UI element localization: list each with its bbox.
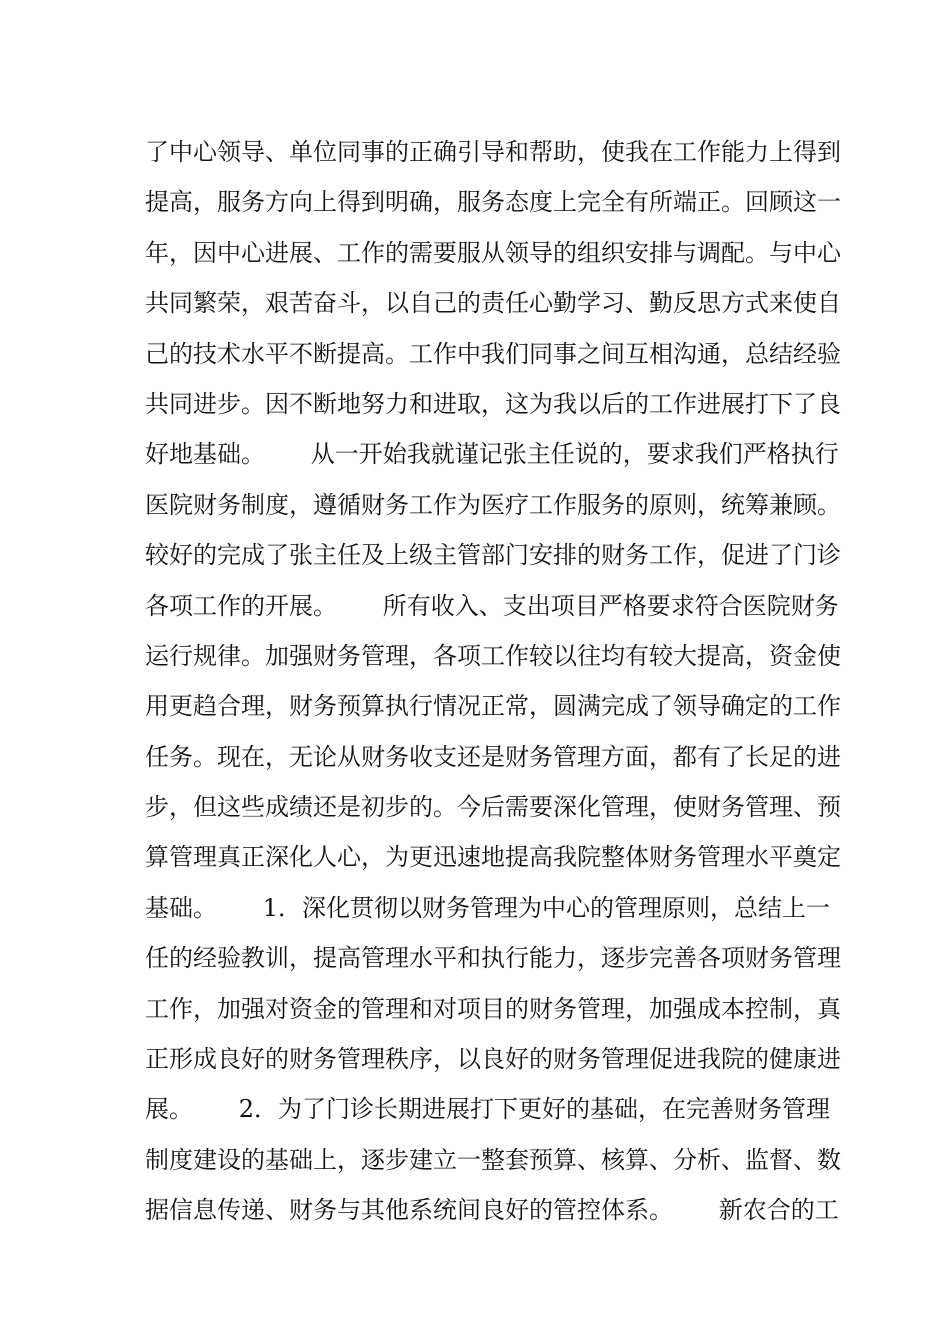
text-line: 运行规律。加强财务管理，各项工作较以往均有较大提高，资金使 bbox=[145, 641, 841, 670]
text-line: 算管理真正深化人心，为更迅速地提高我院整体财务管理水平奠定 bbox=[145, 843, 841, 872]
text-line: 正形成良好的财务管理秩序，以良好的财务管理促进我院的健康进 bbox=[145, 1045, 841, 1074]
text-line: 据信息传递、财务与其他系统间良好的管控体系。 新农合的工 bbox=[145, 1196, 839, 1225]
text-line: 了中心领导、单位同事的正确引导和帮助，使我在工作能力上得到 bbox=[145, 138, 841, 166]
text-line: 工作，加强对资金的管理和对项目的财务管理，加强成本控制，真 bbox=[145, 994, 841, 1023]
text-line: 步，但这些成绩还是初步的。今后需要深化管理，使财务管理、预 bbox=[145, 793, 841, 822]
text-line: 好地基础。 从一开始我就谨记张主任说的，要求我们严格执行 bbox=[145, 440, 839, 469]
text-line: 用更趋合理，财务预算执行情况正常，圆满完成了领导确定的工作 bbox=[145, 692, 841, 721]
text-line: 共同进步。因不断地努力和进取，这为我以后的工作进展打下了良 bbox=[145, 389, 841, 418]
text-line: 任的经验教训，提高管理水平和执行能力，逐步完善各项财务管理 bbox=[145, 944, 841, 973]
body-text bbox=[145, 127, 841, 1236]
text-line: 医院财务制度，遵循财务工作为医疗工作服务的原则，统筹兼顾。 bbox=[145, 490, 841, 519]
text-line: 共同繁荣，艰苦奋斗，以自己的责任心勤学习、勤反思方式来使自 bbox=[145, 289, 841, 318]
text-line: 提高，服务方向上得到明确，服务态度上完全有所端正。回顾这一 bbox=[145, 188, 841, 217]
text-line: 年，因中心进展、工作的需要服从领导的组织安排与调配。与中心 bbox=[145, 238, 841, 267]
text-line: 各项工作的开展。 所有收入、支出项目严格要求符合医院财务 bbox=[145, 591, 839, 620]
text-line: 较好的完成了张主任及上级主管部门安排的财务工作，促进了门诊 bbox=[145, 541, 841, 570]
text-line: 己的技术水平不断提高。工作中我们同事之间互相沟通，总结经验 bbox=[145, 339, 841, 368]
text-line: 任务。现在，无论从财务收支还是财务管理方面，都有了长足的进 bbox=[145, 742, 841, 771]
text-line: 制度建设的基础上，逐步建立一整套预算、核算、分析、监督、数 bbox=[145, 1145, 841, 1174]
text-line: 基础。 1．深化贯彻以财务管理为中心的管理原则，总结上一 bbox=[145, 893, 831, 922]
text-line: 展。 2．为了门诊长期进展打下更好的基础，在完善财务管理 bbox=[145, 1095, 831, 1124]
